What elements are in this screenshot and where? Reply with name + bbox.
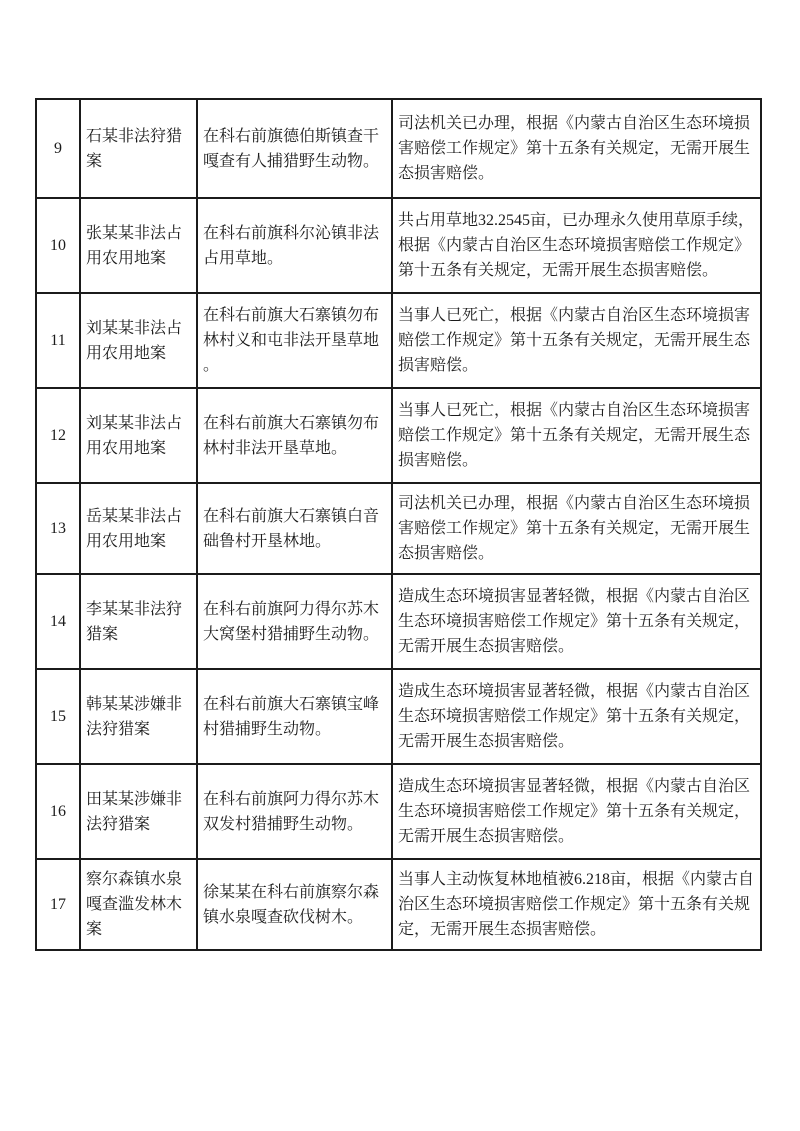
table-row [36,198,761,293]
table-row [36,859,761,950]
case-number-cell: 16 [36,764,80,859]
case-location-cell: 在科右前旗大石寨镇宝峰村猎捕野生动物。 [197,669,392,764]
case-handling-cell: 共占用草地32.2545亩，已办理永久使用草原手续，根据《内蒙古自治区生态环境损害赔偿工作规定》第十五条有关规定，无需开展生态损害赔偿。 [392,198,761,293]
case-handling-cell: 当事人已死亡，根据《内蒙古自治区生态环境损害赔偿工作规定》第十五条有关规定，无需开展生态损害赔偿。 [392,293,761,388]
case-number-cell: 12 [36,388,80,483]
case-handling-cell: 当事人已死亡，根据《内蒙古自治区生态环境损害赔偿工作规定》第十五条有关规定，无需开展生态损害赔偿。 [392,388,761,483]
case-handling-cell: 司法机关已办理，根据《内蒙古自治区生态环境损害赔偿工作规定》第十五条有关规定，无需开展生态损害赔偿。 [392,483,761,574]
table-row [36,669,761,764]
cases-table [35,98,762,951]
case-number-cell: 11 [36,293,80,388]
case-name-cell: 察尔森镇水泉嘎查滥发林木案 [80,859,197,950]
case-name-cell: 岳某某非法占用农用地案 [80,483,197,574]
case-handling-cell: 造成生态环境损害显著轻微，根据《内蒙古自治区生态环境损害赔偿工作规定》第十五条有关规定，无需开展生态损害赔偿。 [392,764,761,859]
case-name-cell: 张某某非法占用农用地案 [80,198,197,293]
case-name-cell: 刘某某非法占用农用地案 [80,293,197,388]
case-location-cell: 在科右前旗大石寨镇白音础鲁村开垦林地。 [197,483,392,574]
case-handling-cell: 造成生态环境损害显著轻微，根据《内蒙古自治区生态环境损害赔偿工作规定》第十五条有关规定，无需开展生态损害赔偿。 [392,669,761,764]
table-row [36,293,761,388]
case-location-cell: 在科右前旗阿力得尔苏木大窝堡村猎捕野生动物。 [197,574,392,669]
case-name-cell: 李某某非法狩猎案 [80,574,197,669]
table-row [36,574,761,669]
case-name-cell: 石某非法狩猎案 [80,99,197,198]
case-handling-cell: 造成生态环境损害显著轻微，根据《内蒙古自治区生态环境损害赔偿工作规定》第十五条有关规定，无需开展生态损害赔偿。 [392,574,761,669]
case-name-cell: 田某某涉嫌非法狩猎案 [80,764,197,859]
case-location-cell: 徐某某在科右前旗察尔森镇水泉嘎查砍伐树木。 [197,859,392,950]
case-number-cell: 10 [36,198,80,293]
case-number-cell: 13 [36,483,80,574]
case-location-cell: 在科右前旗大石寨镇勿布林村非法开垦草地。 [197,388,392,483]
table-row [36,764,761,859]
case-number-cell: 15 [36,669,80,764]
case-number-cell: 17 [36,859,80,950]
case-location-cell: 在科右前旗阿力得尔苏木双发村猎捕野生动物。 [197,764,392,859]
case-location-cell: 在科右前旗科尔沁镇非法占用草地。 [197,198,392,293]
case-location-cell: 在科右前旗大石寨镇勿布林村义和屯非法开垦草地。 [197,293,392,388]
case-number-cell: 9 [36,99,80,198]
case-handling-cell: 司法机关已办理，根据《内蒙古自治区生态环境损害赔偿工作规定》第十五条有关规定，无需开展生态损害赔偿。 [392,99,761,198]
case-location-cell: 在科右前旗德伯斯镇查干嘎查有人捕猎野生动物。 [197,99,392,198]
table-row [36,99,761,198]
table-row [36,483,761,574]
case-name-cell: 韩某某涉嫌非法狩猎案 [80,669,197,764]
case-name-cell: 刘某某非法占用农用地案 [80,388,197,483]
case-number-cell: 14 [36,574,80,669]
table-row [36,388,761,483]
case-handling-cell: 当事人主动恢复林地植被6.218亩，根据《内蒙古自治区生态环境损害赔偿工作规定》第十五条有关规定，无需开展生态损害赔偿。 [392,859,761,950]
